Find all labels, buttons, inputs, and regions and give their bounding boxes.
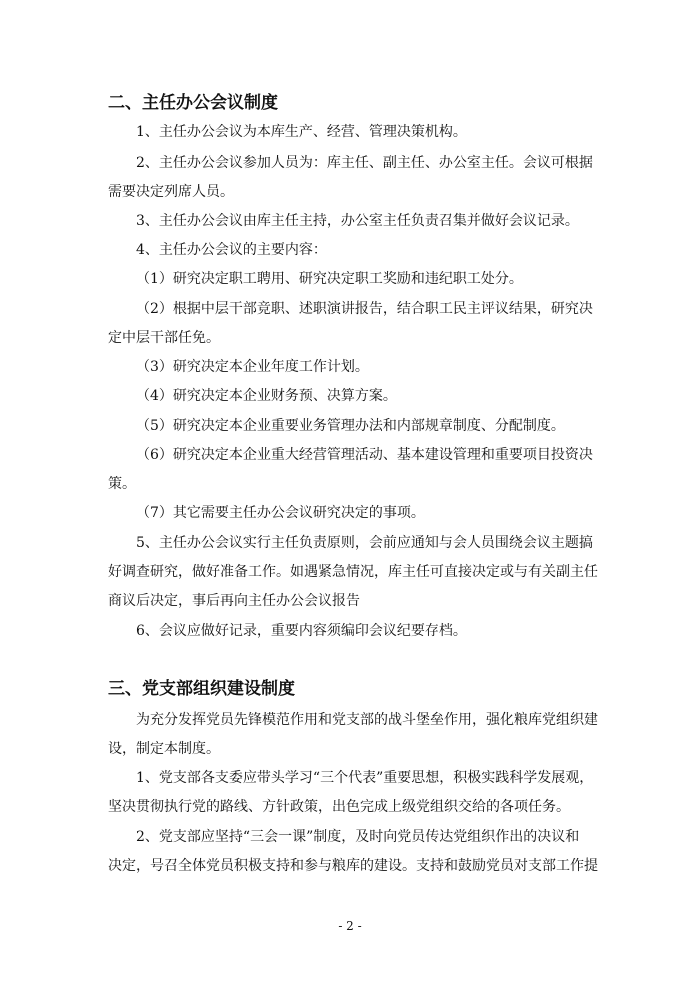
paragraph-line: 2、党支部应坚持“三会一课”制度，及时向党员传达党组织作出的决议和	[136, 829, 580, 845]
paragraph-line: 需要决定列席人员。	[108, 184, 234, 200]
paragraph-line: 为充分发挥党员先锋模范作用和党支部的战斗堡垒作用，强化粮库党组织建	[136, 712, 598, 728]
paragraph-line: 1、主任办公会议为本库生产、经营、管理决策机构。	[136, 124, 467, 140]
paragraph-line: （3）研究决定本企业年度工作计划。	[136, 359, 369, 375]
paragraph-line: 5、主任办公会议实行主任负责原则，会前应通知与会人员围绕会议主题搞	[136, 535, 593, 551]
paragraph-line: （5）研究决定本企业重要业务管理办法和内部规章制度、分配制度。	[136, 418, 565, 434]
paragraph-line: 设，制定本制度。	[108, 741, 220, 757]
page-number: - 2 -	[338, 919, 362, 933]
paragraph-line: （6）研究决定本企业重大经营管理活动、基本建设管理和重要项目投资决	[136, 447, 593, 463]
paragraph-line: 策。	[108, 476, 136, 492]
paragraph-line: 坚决贯彻执行党的路线、方针政策，出色完成上级党组织交给的各项任务。	[108, 799, 570, 815]
paragraph-line: 定中层干部任免。	[108, 330, 220, 346]
section-heading-3: 三、党支部组织建设制度	[108, 679, 295, 699]
paragraph-line: （4）研究决定本企业财务预、决算方案。	[136, 388, 397, 404]
paragraph-line: 1、党支部各支委应带头学习“三个代表”重要思想，积极实践科学发展观，	[136, 770, 594, 786]
section-heading-2: 二、主任办公会议制度	[108, 93, 278, 113]
paragraph-line: 6、会议应做好记录，重要内容须编印会议纪要存档。	[136, 623, 467, 639]
paragraph-line: 2、主任办公会议参加人员为：库主任、副主任、办公室主任。会议可根据	[136, 155, 593, 171]
paragraph-line: 好调查研究，做好准备工作。如遇紧急情况，库主任可直接决定或与有关副主任	[108, 564, 598, 580]
paragraph-line: （7）其它需要主任办公会议研究决定的事项。	[136, 505, 425, 521]
paragraph-line: 决定，号召全体党员积极支持和参与粮库的建设。支持和鼓励党员对支部工作提	[108, 858, 598, 874]
paragraph-line: 4、主任办公会议的主要内容：	[136, 242, 327, 258]
paragraph-line: 3、主任办公会议由库主任主持，办公室主任负责召集并做好会议记录。	[136, 213, 579, 229]
paragraph-line: 商议后决定，事后再向主任办公会议报告	[108, 593, 360, 609]
paragraph-line: （1）研究决定职工聘用、研究决定职工奖励和违纪职工处分。	[136, 271, 523, 287]
paragraph-line: （2）根据中层干部竞职、述职演讲报告，结合职工民主评议结果，研究决	[136, 301, 593, 317]
